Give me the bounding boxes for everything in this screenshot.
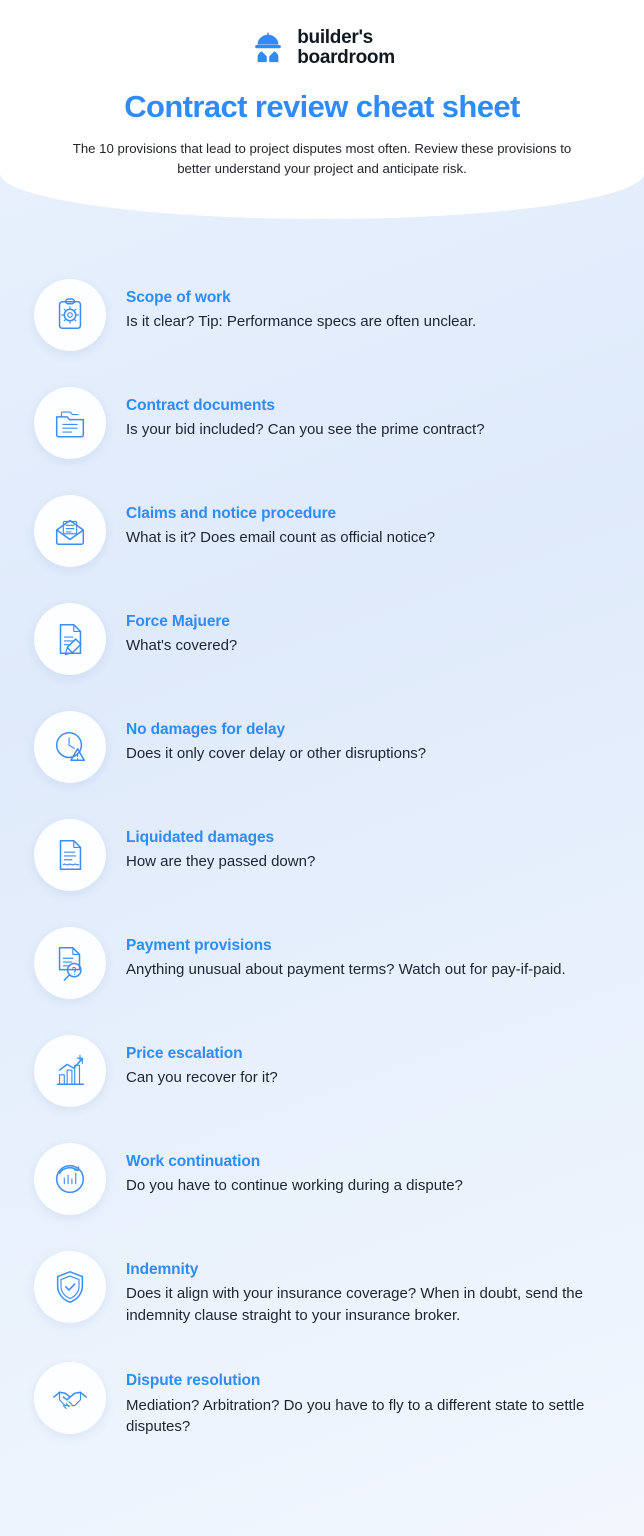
item-description: Does it only cover delay or other disruptions? bbox=[126, 745, 427, 763]
item-description: Can you recover for it? bbox=[126, 1069, 278, 1087]
document-magnifier-question-icon bbox=[51, 944, 89, 982]
item-description: What's covered? bbox=[126, 637, 238, 655]
item-title: Force Majuere bbox=[126, 612, 230, 630]
icon-badge bbox=[34, 1362, 106, 1434]
icon-badge bbox=[34, 711, 106, 783]
item-body bbox=[126, 815, 315, 873]
item-description: Is your bid included? Can you see the prime contract? bbox=[126, 421, 485, 439]
item-body bbox=[126, 1139, 463, 1197]
item-description: How are they passed down? bbox=[126, 853, 316, 871]
brand-wordmark bbox=[297, 28, 395, 68]
list-item bbox=[34, 923, 610, 999]
bar-chart-dollar-arrow-icon bbox=[51, 1052, 89, 1090]
item-description: Do you have to continue working during a dispute? bbox=[126, 1177, 463, 1195]
item-body bbox=[126, 383, 485, 441]
page-title: Contract review cheat sheet bbox=[124, 88, 520, 124]
list-item bbox=[34, 1247, 610, 1326]
document-lines-icon bbox=[51, 836, 89, 874]
icon-badge bbox=[34, 1035, 106, 1107]
list-item bbox=[34, 1358, 610, 1437]
header bbox=[0, 0, 644, 219]
item-body bbox=[126, 923, 566, 981]
item-title: Contract documents bbox=[126, 396, 275, 414]
item-title: Dispute resolution bbox=[126, 1371, 261, 1389]
provisions-list bbox=[0, 219, 644, 1481]
handshake-icon bbox=[51, 1379, 89, 1417]
brand-line-2: boardroom bbox=[297, 46, 395, 68]
clipboard-gear-icon bbox=[51, 296, 89, 334]
icon-badge bbox=[34, 1251, 106, 1323]
shield-check-icon bbox=[51, 1268, 89, 1306]
icon-badge bbox=[34, 279, 106, 351]
item-title: Indemnity bbox=[126, 1260, 199, 1278]
document-pen-signature-icon bbox=[51, 620, 89, 658]
item-body bbox=[126, 707, 426, 765]
list-item bbox=[34, 815, 610, 891]
icon-badge bbox=[34, 1143, 106, 1215]
item-description: What is it? Does email count as official notice? bbox=[126, 529, 436, 547]
item-description: Does it align with your insurance coverage? When in doubt, send the indemnity clause straight to your insurance broker. bbox=[126, 1285, 583, 1324]
item-title: Work continuation bbox=[126, 1152, 261, 1170]
icon-badge bbox=[34, 387, 106, 459]
icon-badge bbox=[34, 927, 106, 999]
list-item bbox=[34, 707, 610, 783]
clock-warning-icon bbox=[51, 728, 89, 766]
item-body bbox=[126, 1247, 596, 1326]
item-body bbox=[126, 1031, 278, 1089]
icon-badge bbox=[34, 819, 106, 891]
chart-cycle-icon bbox=[51, 1160, 89, 1198]
item-description: Mediation? Arbitration? Do you have to fly to a different state to settle disputes? bbox=[126, 1396, 585, 1435]
page-subtitle: The 10 provisions that lead to project disputes most often. Review these provisions to better understand your project and anticipate risk. bbox=[72, 140, 572, 176]
list-item bbox=[34, 491, 610, 567]
item-title: Payment provisions bbox=[126, 936, 272, 954]
list-item bbox=[34, 275, 610, 351]
item-title: Liquidated damages bbox=[126, 828, 275, 846]
list-item bbox=[34, 383, 610, 459]
item-body bbox=[126, 1358, 596, 1437]
item-description: Is it clear? Tip: Performance specs are often unclear. bbox=[126, 313, 477, 331]
hard-hat-person-icon bbox=[249, 29, 287, 67]
icon-badge bbox=[34, 603, 106, 675]
item-title: No damages for delay bbox=[126, 720, 286, 738]
item-body bbox=[126, 275, 476, 333]
icon-badge bbox=[34, 495, 106, 567]
folder-documents-icon bbox=[51, 404, 89, 442]
list-item bbox=[34, 599, 610, 675]
brand-logo bbox=[40, 28, 604, 68]
list-item bbox=[34, 1139, 610, 1215]
item-title: Claims and notice procedure bbox=[126, 504, 337, 522]
open-envelope-document-icon bbox=[51, 512, 89, 550]
list-item bbox=[34, 1031, 610, 1107]
item-body bbox=[126, 491, 435, 549]
item-title: Price escalation bbox=[126, 1044, 243, 1062]
item-body bbox=[126, 599, 237, 657]
brand-line-1: builder's bbox=[297, 27, 373, 48]
item-description: Anything unusual about payment terms? Watch out for pay-if-paid. bbox=[126, 961, 566, 979]
item-title: Scope of work bbox=[126, 288, 231, 306]
